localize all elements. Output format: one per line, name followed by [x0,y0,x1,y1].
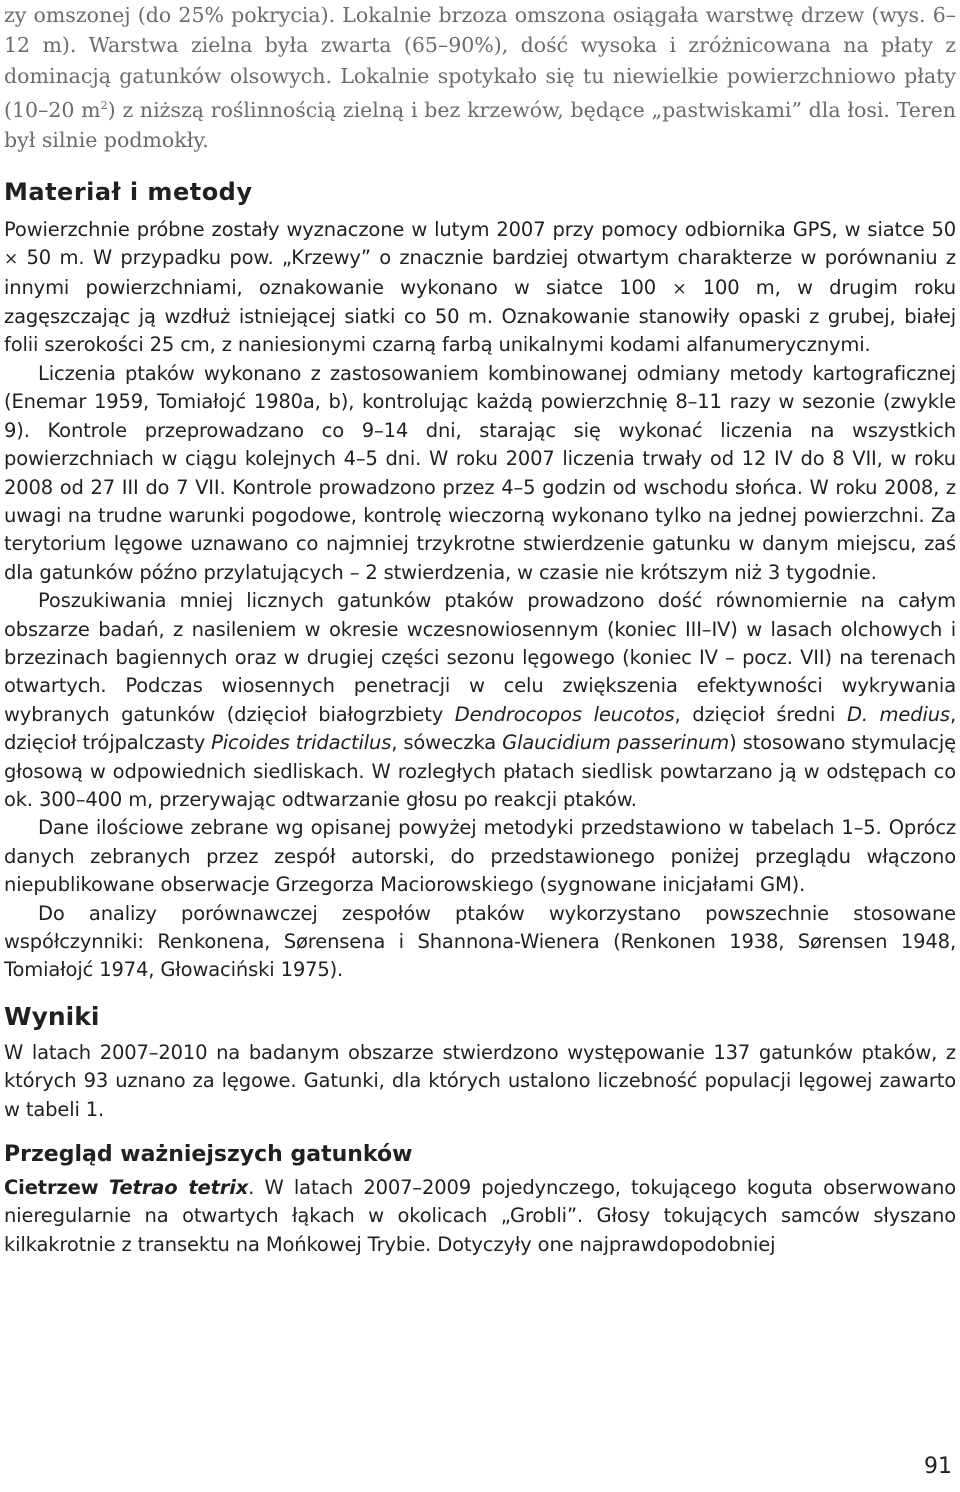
materials-paragraph-2: Liczenia ptaków wykonano z zastosowaniem kombinowanej odmiany metody kartograficznej (Enemar 1959, Tomiałojć 1980a, b), kontrolując każdą powierzchnię 8–11 razy w sezonie (zwykle 9). Kontrole przeprowadzano co 9–14 dni, starając się wykonać liczenia na wszystkich powierzchniach w ciągu kolejnych 4–5 dni. W roku 2007 liczenia trwały od 12 IV do 8 VII, w roku 2008 od 27 III do 7 VII. Kontrole prowadzono przez 4–5 godzin od wschodu słońca. W roku 2008, z uwagi na trudne warunki pogodowe, kontrolę wieczorną wykonano tylko na jednej powierzchni. Za terytorium lęgowe uznawano co najmniej trzykrotne stwierdzenie gatunku w danym miejscu, zaś dla gatunków późno przylatujących – 2 stwierdzenia, w czasie nie krótszym niż 3 tygodnie. [4,361,956,584]
overview-heading: Przegląd ważniejszych gatunków [4,1142,413,1168]
materials-heading: Materiał i metody [4,177,253,206]
results-paragraph: W latach 2007–2010 na badanym obszarze stwierdzono występowanie 137 gatunków ptaków, z których 93 uznano za lęgowe. Gatunki, dla których ustalono liczebność populacji lęgowej zawarto w tabeli 1. [4,1040,956,1121]
species-name: Dendrocopos leucotos [454,702,675,726]
materials-paragraph-5: Do analizy porównawczej zespołów ptaków wykorzystano powszechnie stosowane współczynniki: Renkonena, Sørensena i Shannona-Wienera (Renkonen 1938, Sørensen 1948, Tomiałojć 1974, Głowaciński 1975). [4,901,956,982]
text-span: , dzięcioł trójpalczasty [4,702,956,755]
species-name: Glaucidium passerinum [502,731,730,755]
text-span: Powierzchnie próbne zostały wyznaczone w lutym 2007 przy pomocy odbiornika GPS, w siatce 50 [4,217,956,241]
species-name: D. medius [846,702,950,726]
materials-paragraph-4: Dane ilościowe zebrane wg opisanej powyżej metodyki przedstawiono w tabelach 1–5. Oprócz danych zebranych przez zespół autorski, do przedstawionego poniżej przeglądu włączono niepublikowane obserwacje Grzegorza Maciorowskiego (sygnowane inicjałami GM). [4,816,956,897]
page-number: 91 [924,1454,952,1479]
species-paragraph [4,1174,956,1259]
materials-paragraph-1 [4,216,956,360]
superscript-2: 2 [100,99,108,113]
text-span: ) stosowano stymulację głosową w odpowiednich siedliskach. W rozległych płatach siedlisk powtarzano ją w odstępach co ok. 300–400 m, przerywając odtwarzanie głosu po reakcji ptaków. [4,731,957,811]
text-span: , dzięcioł średni [674,702,847,726]
species-latin-name: Tetrao tetrix [108,1176,249,1200]
intro-text-start: zy omszonej (do 25% pokrycia). Lokalnie brzoza omszona osiągała warstwę drzew (wys. 6–12 m). Warstwa zielna była zwarta (65–90%), dość wysoka i zróżnicowana na płaty z dominacją gatunków olsowych. Lokalnie spotykało się tu niewielkie powierzchniowo płaty (10–20 m [4,3,956,123]
text-span: 50 m. W przypadku pow. „Krzewy” o znacznie bardziej otwartym charakterze w porównaniu z innymi powierzchniami, oznakowanie wykonano w siatce 100 [4,246,956,299]
species-text: . W latach 2007–2009 pojedynczego, tokującego koguta obserwowano nieregularnie na otwartych łąkach w okolicach „Grobli”. Głosy tokujących samców słyszano kilkakrotnie z transektu na Mońkowej Trybie. Dotyczyły one najprawdopodobniej [4,1176,956,1256]
text-span: , sóweczka [391,731,503,755]
text-span: Poszukiwania mniej licznych gatunków ptaków prowadzono dość równomiernie na całym obszarze badań, z nasileniem w okresie wczesnowiosennym (koniec III–IV) w lasach olchowych i brzezinach bagiennych oraz w drugiej części sezonu lęgowego (koniec IV – pocz. VII) na terenach otwartych. Podczas wiosennych penetracji w celu zwiększenia efektywności wykrywania wybranych gatunków (dzięcioł białogrzbiety [4,589,956,726]
results-heading: Wyniki [4,1001,100,1031]
materials-paragraph-3 [4,587,956,814]
page-content [4,0,956,1259]
intro-paragraph [4,0,956,156]
times-symbol: × [672,278,687,299]
species-name: Picoides tridactilus [211,731,392,755]
species-common-name: Cietrzew [4,1176,99,1200]
intro-text-end: ) z niższą roślinnością zielną i bez krzewów, będące „pastwiskami” dla łosi. Teren był silnie podmokły. [4,98,957,153]
times-symbol: × [4,249,19,270]
text-span: 100 m, w drugim roku zagęszczając ją wzdłuż istniejącej siatki co 50 m. Oznakowanie stanowiły opaski z grubej, białej folii szerokości 25 cm, z naniesionymi czarną farbą unikalnymi kodami alfanumerycznymi. [4,275,956,357]
